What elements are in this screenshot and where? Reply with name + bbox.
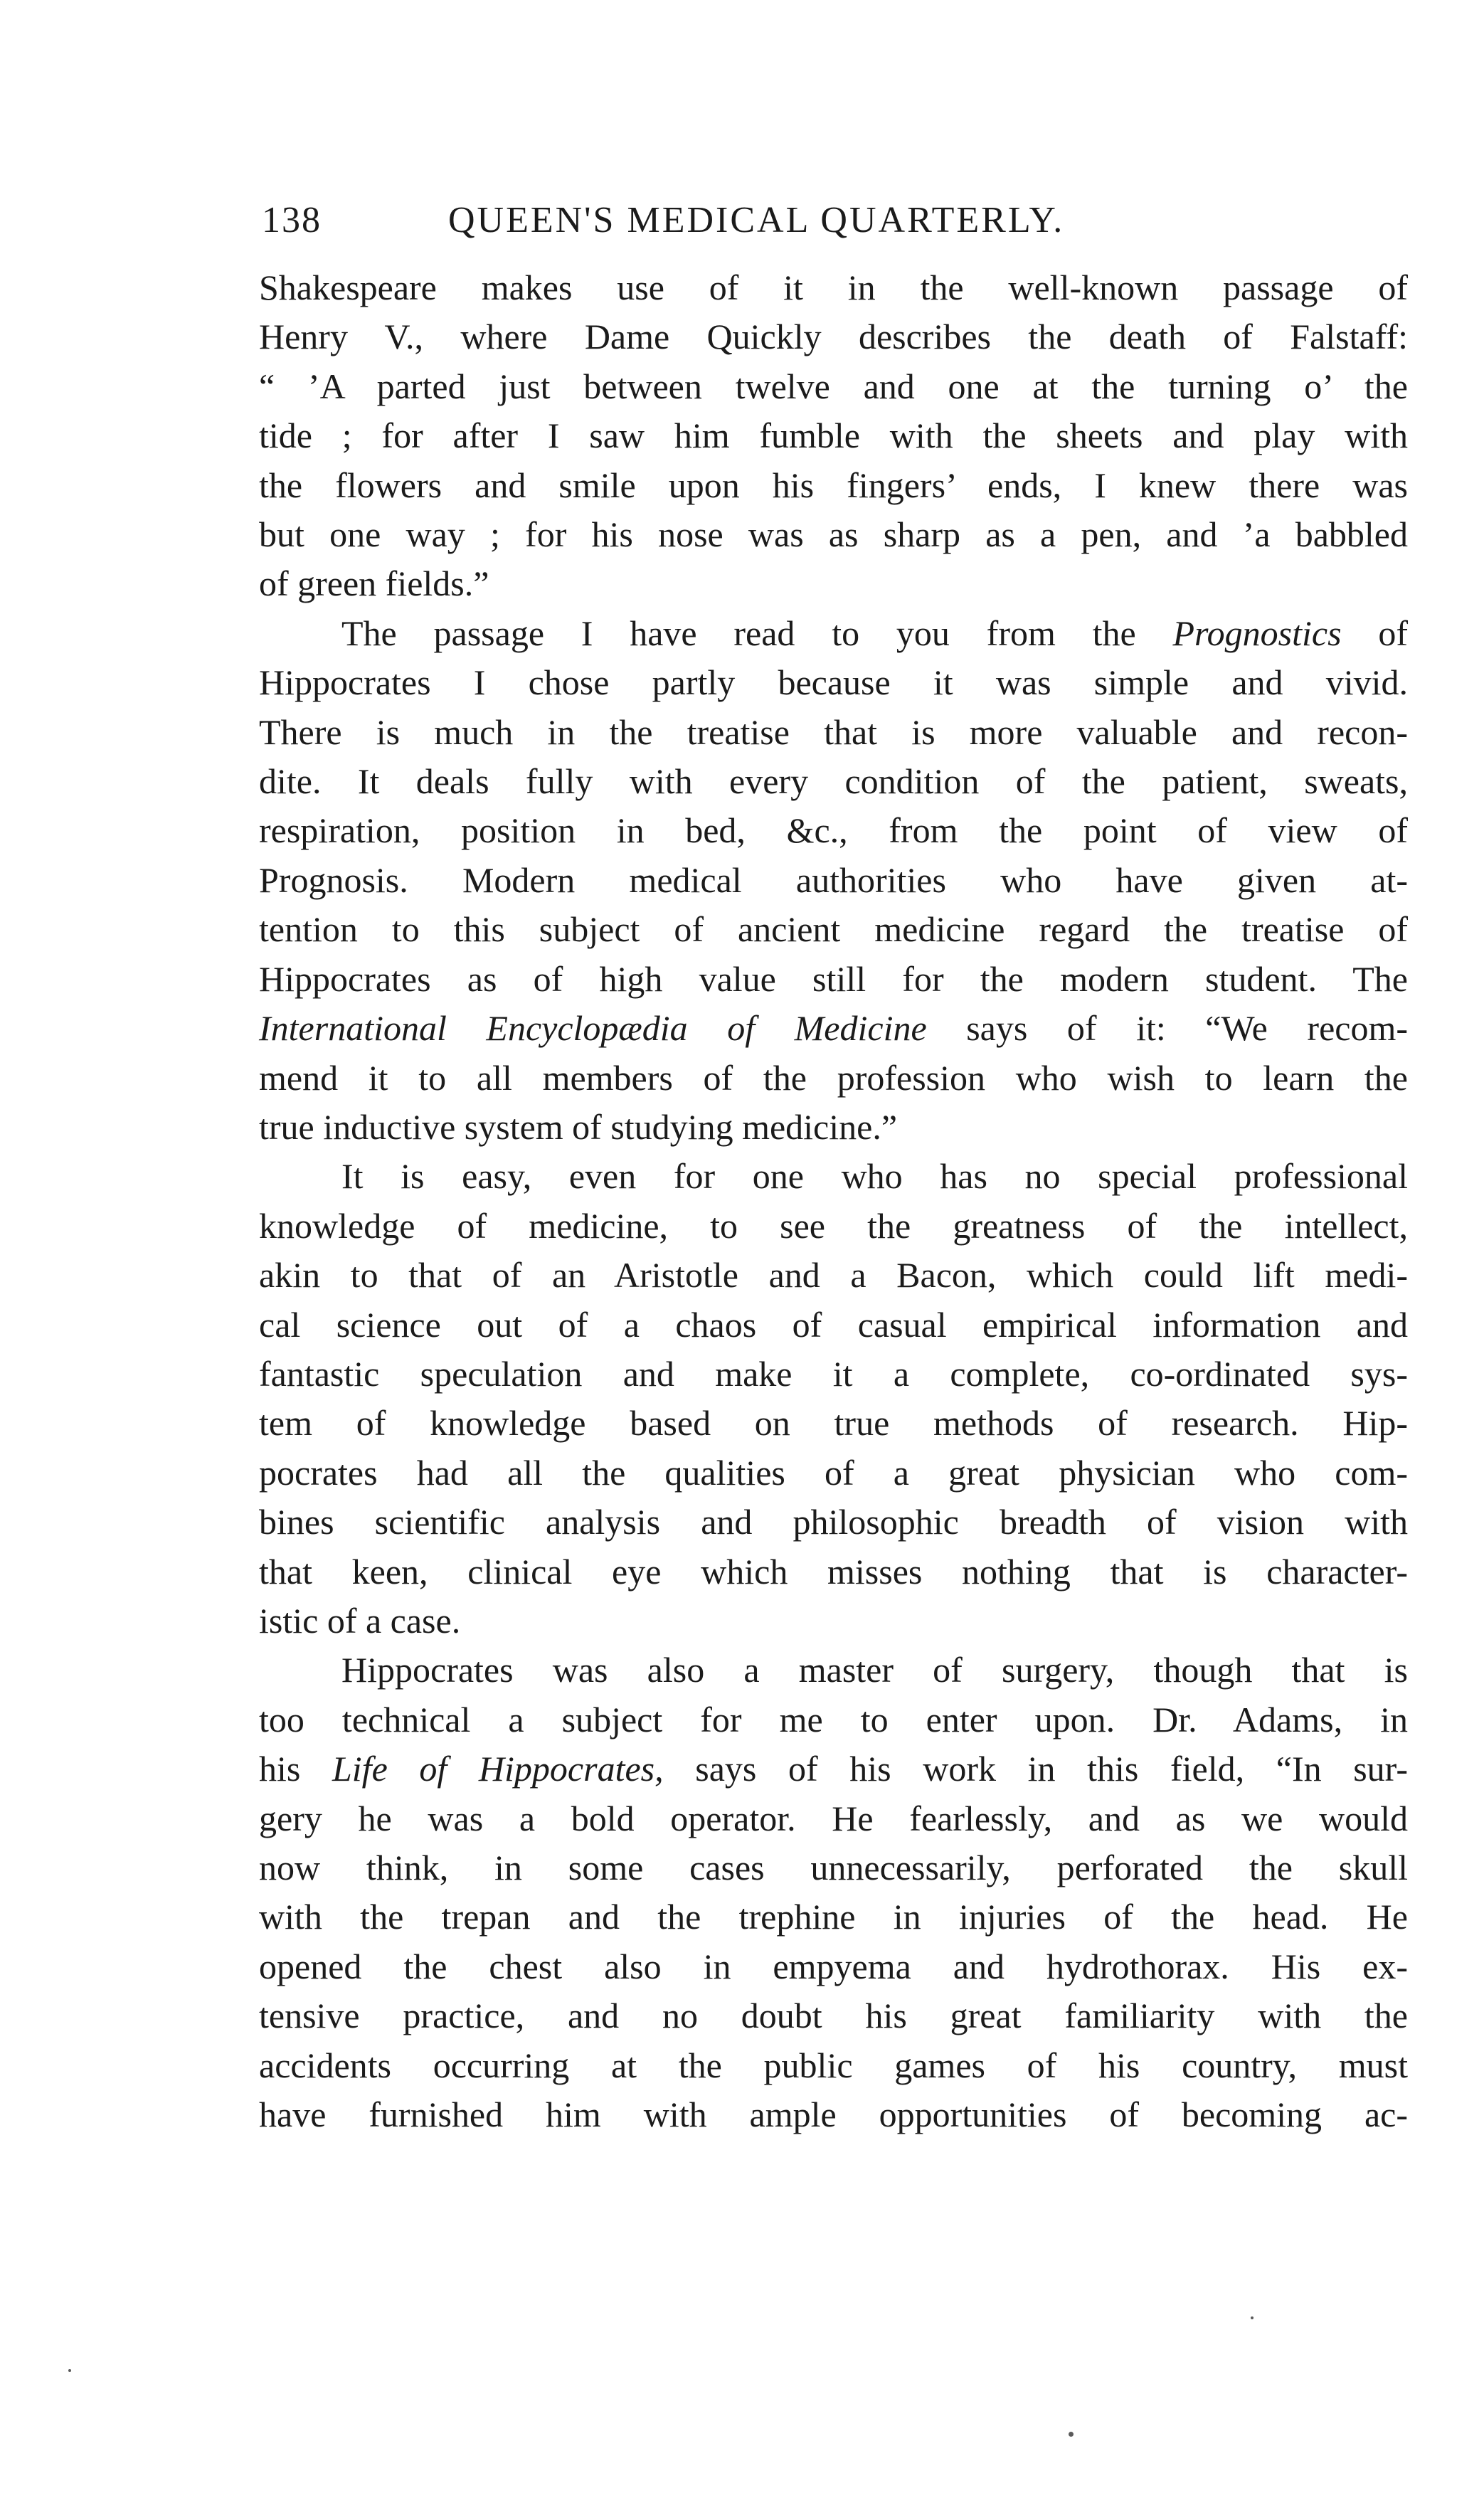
scan-speck xyxy=(1251,2316,1254,2319)
text-line: tide ; for after I saw him fumble with the sheets and play with xyxy=(259,415,1408,456)
text-line: opened the chest also in empyema and hydrothorax. His ex- xyxy=(259,1946,1408,1986)
body-text xyxy=(259,263,1408,2139)
running-title: QUEEN'S MEDICAL QUARTERLY. xyxy=(448,200,1065,240)
text-line: Hippocrates was also a master of surgery, though that is xyxy=(341,1650,1408,1690)
text-line: “ ’A parted just between twelve and one at the turning o’ the xyxy=(259,366,1408,406)
text-line: There is much in the treatise that is more valuable and recon- xyxy=(259,711,1408,752)
italic-title: Life of Hippocrates, xyxy=(332,1749,664,1789)
text-line: istic of a case. xyxy=(259,1600,461,1641)
text-line: that keen, clinical eye which misses nothing that is character- xyxy=(259,1551,1408,1592)
text-line: too technical a subject for me to enter upon. Dr. Adams, in xyxy=(259,1699,1408,1739)
text-line xyxy=(259,1004,1408,1053)
text-line: dite. It deals fully with every condition of the patient, sweats, xyxy=(259,761,1408,802)
text-line: bines scientific analysis and philosophic breadth of vision with xyxy=(259,1502,1408,1542)
italic-title: International Encyclopædia of Medicine xyxy=(259,1008,927,1049)
italic-title: Prognostics xyxy=(1172,613,1342,653)
running-head xyxy=(262,192,1222,249)
text-line: Prognosis. Modern medical authorities who have given at- xyxy=(259,859,1408,900)
text-line: accidents occurring at the public games of his country, must xyxy=(259,2045,1408,2085)
text-line: mend it to all members of the profession who wish to learn the xyxy=(259,1057,1408,1098)
text-line: akin to that of an Aristotle and a Bacon, which could lift medi- xyxy=(259,1255,1408,1296)
text-line: Hippocrates as of high value still for the modern student. The xyxy=(259,958,1408,999)
text-line: knowledge of medicine, to see the greatness of the intellect, xyxy=(259,1205,1408,1246)
text-line: true inductive system of studying medicine.” xyxy=(259,1106,898,1147)
text-line: but one way ; for his nose was as sharp as a pen, and ’a babbled xyxy=(259,514,1408,555)
text-line: the flowers and smile upon his fingers’ ends, I knew there was xyxy=(259,465,1408,505)
text-span: his xyxy=(259,1749,332,1789)
text-line: Hippocrates I chose partly because it was simple and vivid. xyxy=(259,662,1408,703)
scan-speck xyxy=(68,2369,71,2372)
text-line xyxy=(259,1744,1408,1794)
text-line: tention to this subject of ancient medicine regard the treatise of xyxy=(259,909,1408,950)
text-line: gery he was a bold operator. He fearlessly, and as we would xyxy=(259,1798,1408,1838)
text-line: with the trepan and the trephine in injuries of the head. He xyxy=(259,1897,1408,1937)
text-span: of xyxy=(1341,613,1408,653)
text-line: cal science out of a chaos of casual empirical information and xyxy=(259,1304,1408,1345)
text-line: It is easy, even for one who has no special professional xyxy=(341,1156,1408,1197)
text-line: Shakespeare makes use of it in the well-known passage of xyxy=(259,268,1408,307)
text-span: The passage I have read to you from the xyxy=(341,613,1173,653)
text-span: says of his work in this field, “In sur- xyxy=(663,1749,1408,1789)
text-line: Henry V., where Dame Quickly describes the death of Falstaff: xyxy=(259,317,1408,357)
scan-speck xyxy=(1069,2432,1074,2437)
text-line: tem of knowledge based on true methods of research. Hip- xyxy=(259,1403,1408,1444)
text-line: of green fields.” xyxy=(259,563,489,604)
text-line: fantastic speculation and make it a complete, co-ordinated sys- xyxy=(259,1353,1408,1394)
text-line: now think, in some cases unnecessarily, perforated the skull xyxy=(259,1848,1408,1887)
text-span: says of it: “We recom- xyxy=(926,1008,1408,1049)
text-line xyxy=(259,609,1408,658)
text-line: have furnished him with ample opportunities of becoming ac- xyxy=(259,2094,1408,2135)
page-number: 138 xyxy=(262,200,322,240)
text-line: tensive practice, and no doubt his great familiarity with the xyxy=(259,1996,1408,2036)
text-line: pocrates had all the qualities of a great physician who com- xyxy=(259,1452,1408,1493)
text-line: respiration, position in bed, &c., from the point of view of xyxy=(259,810,1408,851)
